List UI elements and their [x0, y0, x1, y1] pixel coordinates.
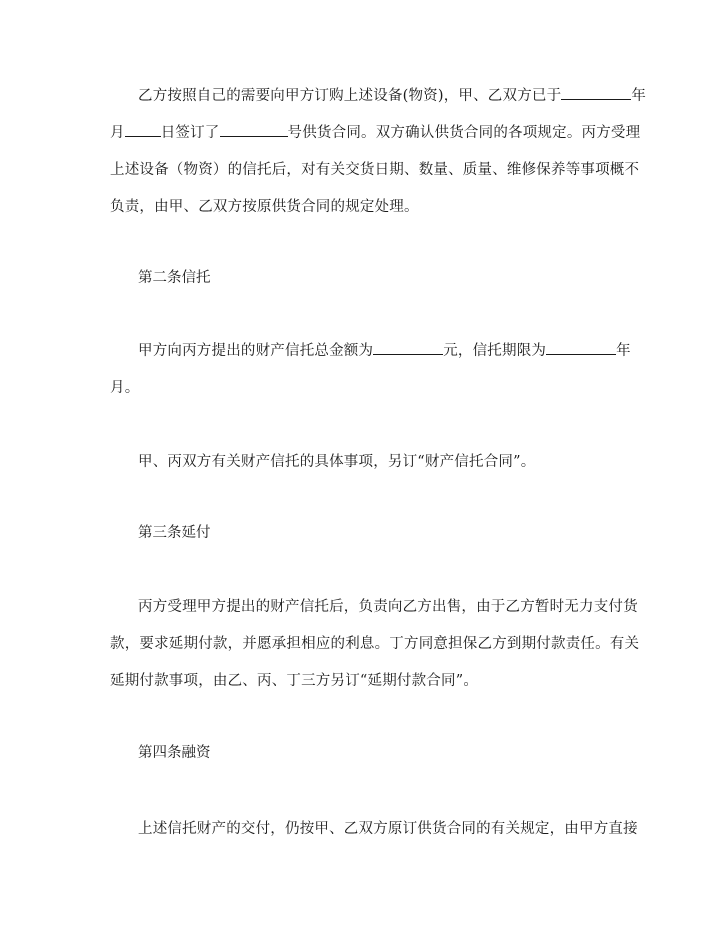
section-heading-deferred-payment: 第三条延付: [138, 525, 211, 541]
paragraph-line: [110, 333, 631, 370]
text-segment: 年: [631, 88, 647, 104]
section-heading-trust: 第二条信托: [138, 270, 211, 286]
blank-date-field: [561, 85, 631, 100]
blank-day-field: [125, 122, 161, 137]
text-segment: 日签订了: [160, 125, 220, 141]
paragraph-line: 延期付款事项，由乙、丙、丁三方另订“延期付款合同”。: [110, 673, 479, 689]
paragraph-line: 负责，由甲、乙双方按原供货合同的规定处理。: [110, 199, 419, 215]
paragraph-line: 月。: [110, 380, 140, 396]
blank-contract-number-field: [220, 122, 288, 137]
paragraph-deferred-payment: [110, 589, 640, 700]
paragraph-line: 丙方受理甲方提出的财产信托后，负责向乙方出售，由于乙方暂时无力支付货: [138, 599, 638, 615]
text-segment: 乙方按照自己的需要向甲方订购上述设备(物资)，甲、乙双方已于: [138, 88, 562, 104]
paragraph-line: [110, 78, 647, 115]
section-heading-financing: 第四条融资: [138, 745, 211, 761]
paragraph-trust-contract: [110, 444, 620, 481]
blank-term-field: [546, 340, 616, 355]
text-segment: 号供货合同。双方确认供货合同的各项规定。丙方受理: [287, 125, 641, 141]
paragraph-line: 款，要求延期付款，并愿承担相应的利息。丁方同意担保乙方到期付款责任。有关: [110, 636, 640, 652]
paragraph-line: 上述设备（物资）的信托后，对有关交货日期、数量、质量、维修保养等事项概不: [110, 162, 640, 178]
text-segment: 月: [110, 125, 125, 141]
paragraph-trust-amount: [110, 333, 631, 407]
paragraph-purchase: [110, 78, 647, 226]
paragraph-financing: [110, 811, 638, 848]
text-segment: 年: [616, 343, 631, 359]
text-segment: 甲方向丙方提出的财产信托总金额为: [138, 343, 374, 359]
paragraph-line: [110, 115, 641, 152]
text-segment: 元，信托期限为: [443, 343, 547, 359]
paragraph-line: 上述信托财产的交付，仍按甲、乙双方原订供货合同的有关规定，由甲方直接: [138, 821, 638, 837]
blank-amount-field: [373, 340, 443, 355]
paragraph-line: 甲、丙双方有关财产信托的具体事项，另订“财产信托合同”。: [138, 454, 536, 470]
